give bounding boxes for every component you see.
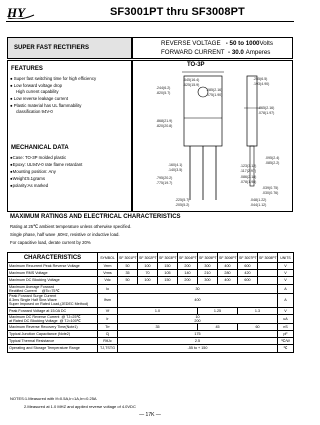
- brand-logo: [6, 5, 36, 19]
- row-symbol: RθJc: [98, 338, 118, 345]
- page-number: — 17K —: [139, 412, 161, 418]
- row-symbol: Cj: [98, 330, 118, 337]
- row-unit: ℃/W: [278, 338, 294, 345]
- column-header: SF 3008PT: [258, 253, 278, 263]
- dim-label: .865(2.16): [258, 106, 275, 110]
- column-header: SF 3004PT: [178, 253, 198, 263]
- row-name: Typical Junction Capacitance (Note2): [8, 330, 98, 337]
- table-row: [8, 277, 294, 284]
- row-unit: V: [278, 307, 294, 314]
- feature-item: High current capability: [16, 89, 59, 94]
- mechanical-item: ●Weight:5.1grams: [10, 176, 46, 181]
- cell-value: 150: [158, 263, 178, 270]
- dim-label: .820(20.8): [156, 124, 173, 128]
- cell-value: 1.3: [238, 307, 278, 314]
- cell-value: 1.0: [118, 307, 198, 314]
- row-name: Maximum Recurrent Peak Reverse Voltage: [8, 263, 98, 270]
- dim-label: .030(0.76): [262, 191, 279, 195]
- cell-value: 45: [198, 323, 238, 330]
- forward-current-label: FORWARD CURRENT: [161, 48, 225, 56]
- dim-label: .085(2.16): [206, 88, 223, 92]
- dim-label: .048(1.22): [250, 198, 267, 202]
- title-rule: [6, 21, 294, 22]
- cell-value: 400: [218, 263, 238, 270]
- dim-label: .868(21.9): [156, 119, 173, 123]
- forward-current-unit: Amperes: [245, 48, 271, 56]
- cell-value: 600: [238, 263, 258, 270]
- cell-value: 200: [178, 277, 198, 284]
- cell-value: 600: [238, 277, 258, 284]
- page-title: SF3001PT thru SF3008PT: [110, 6, 245, 18]
- row-symbol: TJ,TSTG: [98, 345, 118, 352]
- note-line: 2.Measured at 1.0 MHZ and applied reverse voltage of 4.0VDC: [24, 404, 136, 409]
- row-unit: ℃: [278, 345, 294, 352]
- cell-value: 400: [218, 277, 238, 284]
- table-row: [8, 263, 294, 270]
- ratings-title: MAXIMUM RATINGS AND ELECTRICAL CHARACTERISTICS: [10, 214, 181, 220]
- table-row: [8, 323, 294, 330]
- characteristics-table: [7, 252, 294, 353]
- cell-value: 1.25: [198, 307, 238, 314]
- row-symbol: Vdc: [98, 277, 118, 284]
- cell-value: 50: [118, 277, 138, 284]
- forward-current-value: - 30.0: [228, 48, 244, 56]
- row-name: Maximum RMS Voltage: [8, 270, 98, 277]
- dim-label: .039(0.75): [262, 186, 279, 190]
- ratings-line: Rating at 25℃ ambient temperature unless otherwise specified.: [10, 224, 132, 229]
- dim-label: .625(15.9): [183, 83, 200, 87]
- table-row: [8, 284, 294, 293]
- cell-value: 150: [158, 277, 178, 284]
- product-class: SUPER FAST RECTIFIERS: [14, 45, 90, 51]
- product-class-banner: [7, 37, 132, 59]
- row-name: Maximum DC Blocking Voltage: [8, 277, 98, 284]
- row-name: Typical Thermal Resistance: [8, 338, 98, 345]
- row-unit: A: [278, 293, 294, 307]
- row-name: Operating and Storage Temperature Range: [8, 345, 98, 352]
- dim-label: .086(2.18): [240, 175, 257, 179]
- column-header: SF 3001PT: [118, 253, 138, 263]
- mechanical-title: MECHANICAL DATA: [11, 145, 69, 151]
- row-unit: V: [278, 263, 294, 270]
- row-unit: uA: [278, 314, 294, 323]
- dim-label: .255(6.5): [253, 77, 268, 81]
- cell-value: 280: [218, 270, 238, 277]
- mechanical-item: ●polarity:As marked: [10, 183, 49, 188]
- mechanical-item: ●Mounting position: Any: [10, 169, 56, 174]
- cell-value: 35: [118, 323, 198, 330]
- column-header: UNITS: [278, 253, 294, 263]
- dim-label: .244(6.2): [156, 86, 171, 90]
- row-unit: pF: [278, 330, 294, 337]
- table-row: [8, 307, 294, 314]
- column-header: SF 3003PT: [158, 253, 178, 263]
- dim-label: .044(1.12): [250, 203, 267, 207]
- package-name: TO-3P: [187, 62, 205, 68]
- cell-value: 70: [138, 270, 158, 277]
- mechanical-item: ●Case: TO-3P molded plastic: [10, 155, 67, 160]
- cell-value: [258, 270, 278, 277]
- dim-label: .075(1.90): [206, 93, 223, 97]
- cell-value: 100: [138, 263, 158, 270]
- table-row: [8, 293, 294, 307]
- dim-label: .117(2.97): [240, 169, 257, 173]
- row-unit: V: [278, 277, 294, 284]
- row-unit: nS: [278, 323, 294, 330]
- dim-label: .078(1.97): [258, 111, 275, 115]
- note-line: NOTES:1.Measured with If=0.5A,Ir=1A,Irr=0.25A: [10, 396, 97, 401]
- feature-item: ● Plastic material has UL flammability: [10, 103, 82, 108]
- svg-text:HY: HY: [7, 5, 26, 19]
- cell-value: 105: [158, 270, 178, 277]
- table-row: [8, 270, 294, 277]
- dim-label: .225(5.7): [175, 198, 190, 202]
- dim-label: .775(19.7): [156, 181, 173, 185]
- cell-value: 300: [198, 277, 218, 284]
- column-header: SYMBOL: [98, 253, 118, 263]
- reverse-voltage-unit: Volts: [259, 40, 273, 47]
- column-header: SF 3005PT: [198, 253, 218, 263]
- cell-value: 60: [238, 323, 278, 330]
- cell-value: 10 200: [118, 314, 278, 323]
- ratings-line: For capacitive load, derate current by 20%: [10, 240, 91, 245]
- dim-label: .795(20.2): [156, 176, 173, 180]
- dim-label: .078(1.98): [240, 180, 257, 184]
- row-symbol: Io: [98, 284, 118, 293]
- row-unit: A: [278, 284, 294, 293]
- reverse-voltage-label: REVERSE VOLTAGE: [161, 40, 221, 47]
- row-symbol: Vrms: [98, 270, 118, 277]
- reverse-voltage-value: - 50 to 1000: [225, 40, 260, 47]
- row-name: Peak Forward Voltage at 15.0A DC: [8, 307, 98, 314]
- cell-value: 300: [198, 263, 218, 270]
- row-name: Maximum Reverse Recovery Time(Note1): [8, 323, 98, 330]
- table-row: [8, 314, 294, 323]
- dim-label: .140(3.5): [168, 168, 183, 172]
- row-symbol: Ir: [98, 314, 118, 323]
- features-title: FEATURES: [11, 66, 43, 72]
- dim-label: .123(3.12): [240, 164, 257, 168]
- dim-label: .085(2.2): [265, 161, 280, 165]
- cell-value: [258, 277, 278, 284]
- row-unit: V: [278, 270, 294, 277]
- column-header: SF 3007PT: [238, 253, 258, 263]
- cell-value: 30: [118, 284, 278, 293]
- dim-label: .095(2.4): [265, 156, 280, 160]
- table-row: [8, 345, 294, 352]
- row-symbol: Vrrm: [98, 263, 118, 270]
- table-row: [8, 338, 294, 345]
- column-header: SF 3002PT: [138, 253, 158, 263]
- cell-value: 100: [138, 277, 158, 284]
- dim-label: .820(5.7): [156, 91, 171, 95]
- cell-value: 2.5: [118, 338, 278, 345]
- cell-value: 35: [118, 270, 138, 277]
- cell-value: 140: [178, 270, 198, 277]
- row-name: Maximum Average Forward Rectified Current @Tc=75℃: [8, 284, 98, 293]
- dim-label: .160(4.1): [168, 163, 183, 167]
- dim-label: .645(16.4): [183, 78, 200, 82]
- dim-label: .205(5.2): [175, 203, 190, 207]
- row-name: Peak Forward Surge Current 8.3ms Single Half Sine-Wave Super Imposed on Rated Load,(JEDEC Method): [8, 293, 98, 307]
- table-row: [8, 330, 294, 337]
- cell-value: 175: [118, 330, 278, 337]
- feature-item: ● Low forward voltage drop: [10, 83, 63, 88]
- row-name: Maximum DC Reverse Current @ TJ=25℃ at Rated DC Blocking Voltage @ TJ=100℃: [8, 314, 98, 323]
- feature-item: classification 94V-0: [16, 109, 53, 114]
- cell-value: -55 to + 150: [118, 345, 278, 352]
- cell-value: [258, 263, 278, 270]
- table-header-row: [8, 253, 294, 263]
- cell-value: 50: [118, 263, 138, 270]
- column-header: SF 3006PT: [218, 253, 238, 263]
- feature-item: ● Super fast switching time for high efficiency: [10, 76, 97, 81]
- ratings-banner: [132, 37, 293, 59]
- cell-value: 210: [198, 270, 218, 277]
- row-symbol: Ifsm: [98, 293, 118, 307]
- ratings-line: Single phase, half wave ,60Hz, resistive or inductive load.: [10, 232, 120, 237]
- dim-label: .193(4.90): [253, 82, 270, 86]
- cell-value: 400: [118, 293, 278, 307]
- row-symbol: Trr: [98, 323, 118, 330]
- column-header: CHARACTERISTICS: [8, 253, 98, 263]
- mechanical-item: ●Epoxy: UL94V-0 rate flame retardant: [10, 162, 83, 167]
- cell-value: 200: [178, 263, 198, 270]
- row-symbol: Vf: [98, 307, 118, 314]
- cell-value: 420: [238, 270, 258, 277]
- feature-item: ● Low reverse leakage current: [10, 96, 69, 101]
